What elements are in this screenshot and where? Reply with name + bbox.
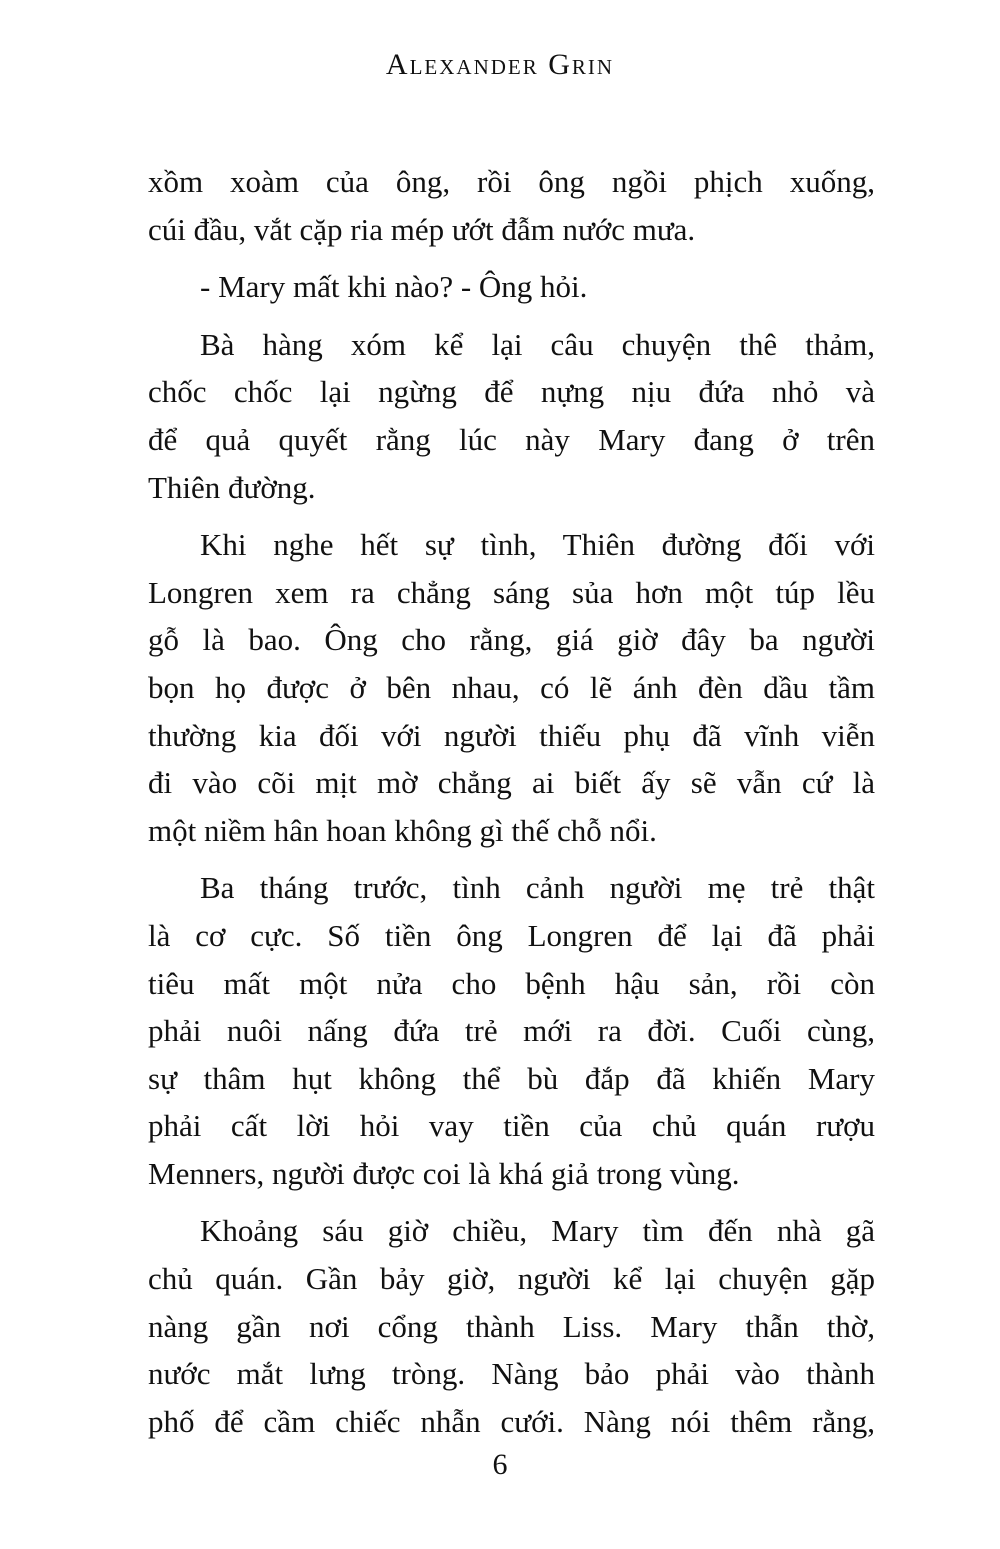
text-line: một niềm hân hoan không gì thế chỗ nổi. bbox=[148, 812, 657, 848]
paragraph bbox=[148, 158, 875, 253]
text-line: nàng gần nơi cổng thành Liss. Mary thẫn thờ, bbox=[148, 1308, 875, 1344]
text-line: phải cất lời hỏi vay tiền của chủ quán rượu bbox=[148, 1108, 875, 1144]
paragraph bbox=[148, 263, 875, 311]
text-line: phố để cầm chiếc nhẫn cưới. Nàng nói thêm rằng, bbox=[148, 1403, 875, 1439]
text-line: xồm xoàm của ông, rồi ông ngồi phịch xuống, bbox=[148, 164, 875, 199]
text-line: Thiên đường. bbox=[148, 469, 316, 505]
text-line: nước mắt lưng tròng. Nàng bảo phải vào thành bbox=[148, 1356, 875, 1392]
text-line: chốc chốc lại ngừng để nựng nịu đứa nhỏ và bbox=[148, 374, 875, 410]
running-header: Alexander Grin bbox=[385, 48, 615, 81]
paragraph bbox=[148, 521, 875, 854]
text-line: Bà hàng xóm kể lại câu chuyện thê thảm, bbox=[200, 326, 875, 362]
page-number: 6 bbox=[492, 1448, 508, 1481]
text-line: gỗ là bao. Ông cho rằng, giá giờ đây ba người bbox=[148, 622, 875, 658]
text-line: Longren xem ra chẳng sáng sủa hơn một túp lều bbox=[148, 574, 875, 610]
text-line: Ba tháng trước, tình cảnh người mẹ trẻ thật bbox=[200, 870, 875, 906]
text-line: chủ quán. Gần bảy giờ, người kể lại chuyện gặp bbox=[148, 1261, 875, 1297]
page-body bbox=[148, 158, 875, 1455]
text-line: sự thâm hụt không thể bù đắp đã khiến Mary bbox=[148, 1060, 875, 1096]
text-line: Khoảng sáu giờ chiều, Mary tìm đến nhà gã bbox=[200, 1213, 875, 1249]
text-line: Menners, người được coi là khá giả trong vùng. bbox=[148, 1155, 740, 1191]
text-line: là cơ cực. Số tiền ông Longren để lại đã phải bbox=[148, 917, 875, 953]
paragraph bbox=[148, 321, 875, 511]
text-line: để quả quyết rằng lúc này Mary đang ở trên bbox=[148, 421, 875, 457]
text-line: tiêu mất một nửa cho bệnh hậu sản, rồi còn bbox=[148, 965, 875, 1001]
text-line: cúi đầu, vắt cặp ria mép ướt đẫm nước mưa. bbox=[148, 211, 696, 247]
text-line: - Mary mất khi nào? - Ông hỏi. bbox=[200, 269, 588, 305]
text-line: đi vào cõi mịt mờ chẳng ai biết ấy sẽ vẫn cứ là bbox=[148, 765, 875, 801]
text-line: bọn họ được ở bên nhau, có lẽ ánh đèn dầu tầm bbox=[148, 669, 875, 705]
paragraph bbox=[148, 864, 875, 1197]
text-line: phải nuôi nấng đứa trẻ mới ra đời. Cuối cùng, bbox=[148, 1013, 875, 1049]
paragraph bbox=[148, 1207, 875, 1445]
text-line: thường kia đối với người thiếu phụ đã vĩnh viễn bbox=[148, 717, 875, 753]
text-line: Khi nghe hết sự tình, Thiên đường đối với bbox=[200, 527, 875, 563]
